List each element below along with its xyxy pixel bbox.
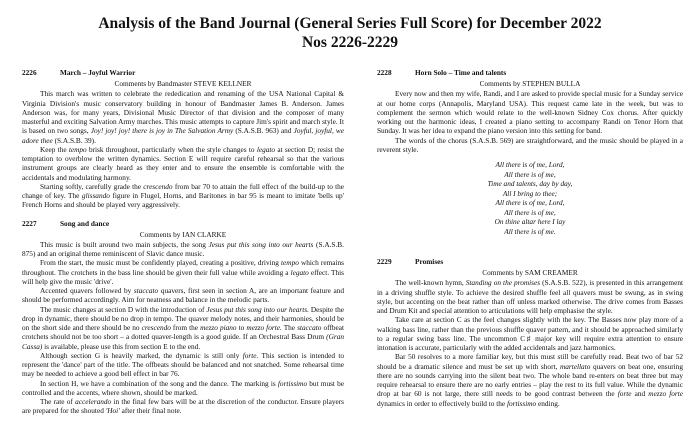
section-2229 [377, 257, 683, 408]
section-heading [377, 68, 683, 78]
lyric-line: Time and talents, day by day, [487, 179, 573, 188]
document-title [0, 14, 700, 52]
paragraph: Bar 50 resolves to a more familiar key, but this must still be carefully read. Beat two of bar 52 should be a dramatic silence and must be set up with short, martellato quavers on beat one, ensuring there are no sounds carrying into the silent beat two. The whole band re-enters on beat three but may require rehearsal to ensure there are no early entries – play the rest to its full value. While the dynamic drop at bar 60 is not large, there still needs to be good contrast between the forte and mezzo forte dynamics in order to effectively build to the fortissimo ending. [377, 352, 684, 408]
right-column [377, 68, 683, 408]
paragraph: Accented quavers followed by staccato quavers, first seen in section A, are an important feature and should be performed accordingly. Aim for neatness and balance in the melodic parts. [22, 286, 345, 305]
comments-author: Comments by Bandmaster STEVE KELLNER [114, 79, 252, 88]
section-title: Horn Solo – Time and talents [415, 68, 507, 77]
comments-author: Comments by SAM CREAMER [482, 268, 578, 277]
paragraph: Every now and then my wife, Randi, and I are asked to provide special music for a Sunday service at our home corps (Annapolis, Maryland USA). This request came late in the week, but was to complement the sermon which would relate to the well-known Sidney Cox chorus. After quickly working out the harmonic ideas, I created a piano setting to accompany Randi on Tenor Horn that Sunday. It was her idea to expand the piano version into this setting for band. [377, 89, 683, 136]
paragraph: Starting softly, carefully grade the crescendo from bar 70 to attain the full effect of the build-up to the change of key. The glissando figure in Flugel, Horns, and Baritones in bar 95 is meant to imitate 'bells up' French Horns and should be played very aggressively. [22, 181, 345, 210]
lyric-line: All I bring to thee; [502, 188, 558, 198]
lyric-line: All there is of me, Lord, [495, 198, 565, 207]
paragraph: Take care at section C as the feel changes slightly with the key. The Basses now play more of a walking bass line, rather than the previous shuffle quaver pattern, and it should be approached similarly to a regular swing bass line. The uncommon C♯ major key will require extra attention to ensure intonation is accurate, particularly with the added accidentals and jazz harmonics. [377, 315, 683, 352]
section-heading [22, 68, 344, 78]
section-title: Song and dance [60, 218, 110, 228]
lyric-line: On thine altar here I lay [494, 217, 566, 226]
section-2226 [22, 68, 344, 210]
section-number: 2227 [22, 218, 37, 228]
left-column [22, 68, 344, 416]
paragraph: The well-known hymn, Standing on the promises (S.A.S.B. 522), is presented in this arrangement in a driving shuffle style. To achieve the desired shuffle feel all quavers must be swung, as in swing style, but accenting on the beat rather than off unless marked otherwise. The drive comes from Basses and Drum Kit and special attention to articulations will help emphasise the style. [377, 278, 683, 315]
section-title: March – Joyful Warrior [60, 68, 136, 77]
lyric-line: All there is of me, [504, 207, 556, 217]
section-heading [377, 257, 683, 267]
section-number: 2226 [22, 68, 37, 77]
lyric-line: All there is of me, [504, 169, 556, 179]
chorus-lyrics [377, 160, 683, 236]
paragraph: From the start, the music must be confidently played, creating a positive, driving tempo which remains throughout. The crotchets in the bass line should be given their full value while avoiding a legato effect. This will help give the music 'drive'. [22, 258, 345, 286]
section-title: Promises [415, 257, 444, 266]
paragraph: Keep the tempo brisk throughout, particularly when the style changes to legato at section D; resist the temptation to overblow the written dynamics. Section E will require careful rehearsal so that the various instrument groups are clearly heard as they enter and to ensure the ensemble is comfortable with the accidentals and modulating harmony. [22, 144, 344, 182]
section-number: 2228 [377, 68, 392, 77]
title-line-2: Nos 2226-2229 [301, 34, 398, 51]
section-heading [22, 219, 344, 229]
paragraph: This music is built around two main subjects, the song Jesus put this song into our hearts (S.A.S.B. 875) and an original theme reminiscent of Slavic dance music. [22, 239, 344, 258]
title-line-1: Analysis of the Band Journal (General Series Full Score) for December 2022 [98, 15, 602, 32]
paragraph: The music changes at section D with the introduction of Jesus put this song into our hearts. Despite the drop in dynamic, there should be no drop in tempo. The quaver melody notes, and their harmonies, should be on the short side and there should be no crescendo from the mezzo piano to mezzo forte. The staccato offbeat crotchets should not be too short – a dotted quaver-length is a good guide. If an Orchestral Bass Drum (Gran Cassa) is available, please use this from section E to the end. [22, 304, 345, 351]
paragraph: In section H, we have a combination of the song and the dance. The marking is fortissimo but must be controlled and the accents, where shown, should be marked. [22, 378, 345, 397]
paragraph: This march was written to celebrate the rededication and renaming of the USA National Capital & Virginia Division's music conservatory building in honour of Bandmaster James B. Anderson. James Anderson was, for many years, Divisional Music Director of that division and the composer of many masterful and exciting Salvation Army marches. This music attempts to capture Jim's spirit and march style. It is based on two songs, Joy! joy! joy! there is joy in The Salvation Army (S.A.S.B. 963) and Joyful, joyful, we adore thee (S.A.S.B. 39). [22, 89, 344, 145]
comments-author: Comments by STEPHEN BULLA [479, 79, 581, 88]
lyric-line: All there is of me. [504, 226, 556, 236]
paragraph: The rate of accelerando in the final few bars will be at the discretion of the conductor. Ensure players are prepared for the shouted 'Hoi' after their final note. [22, 397, 344, 416]
section-2228 [377, 68, 683, 236]
lyric-line: All there is of me, Lord, [495, 160, 565, 169]
comments-author: Comments by IAN CLARKE [139, 229, 227, 239]
paragraph: The words of the chorus (S.A.S.B. 569) are straightforward, and the music should be played in a reverent style. [377, 135, 683, 154]
paragraph: Although section G is heavily marked, the dynamic is still only forte. This section is intended to represent the 'dance' part of the title. The offbeats should be balanced and not snatched. Some rehearsal time may be needed to achieve a good bell effect in bar 76. [22, 350, 344, 379]
section-2227 [22, 219, 344, 416]
section-number: 2229 [377, 257, 392, 266]
